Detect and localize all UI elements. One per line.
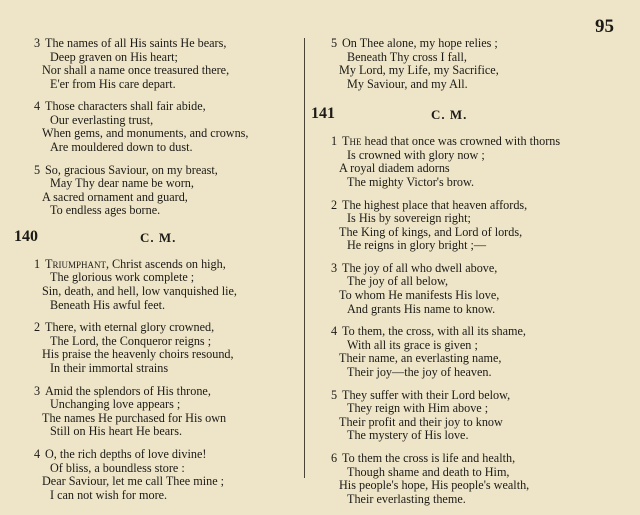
hymn-line: Nor shall a name once treasured there, bbox=[42, 63, 230, 78]
hymn-line: The names of all His saints He bears, bbox=[45, 36, 227, 50]
hymn-line: Dear Saviour, let me call Thee mine ; bbox=[42, 474, 225, 489]
hymn-line: There, with eternal glory crowned, bbox=[45, 320, 215, 335]
hymn-line: Their everlasting theme. bbox=[347, 491, 466, 506]
hymn-line: His praise the heavenly choirs resound, bbox=[42, 347, 234, 362]
hymn-line: Amid the splendors of His throne, bbox=[45, 383, 211, 398]
hymn-line: head that once was crowned with thorns bbox=[361, 134, 561, 149]
hymn-line: To whom He manifests His love, bbox=[339, 288, 500, 303]
hymn-line: Sin, death, and hell, low vanquished lie, bbox=[42, 284, 237, 299]
first-word: Triumphant, bbox=[45, 256, 109, 271]
hymn-line: Is His by sovereign right; bbox=[347, 211, 471, 226]
stanza-number: 3 bbox=[34, 383, 41, 398]
hymn-line: His people's hope, His people's wealth, bbox=[339, 478, 530, 493]
hymn-meter: C. M. bbox=[431, 107, 468, 123]
stanza bbox=[311, 199, 631, 253]
hymn-line: Christ ascends on high, bbox=[109, 256, 226, 271]
hymn-line: My Saviour, and my All. bbox=[347, 76, 468, 91]
hymn-line: To endless ages borne. bbox=[50, 203, 161, 218]
hymn-140 bbox=[14, 258, 299, 502]
first-word: The bbox=[342, 134, 362, 149]
right-top-stanzas bbox=[311, 37, 631, 91]
hymn-line: Those characters shall fair abide, bbox=[45, 99, 206, 114]
hymn-line: A royal diadem adorns bbox=[339, 161, 450, 176]
hymn-line: The highest place that heaven affords, bbox=[342, 197, 528, 212]
hymn-line: Our everlasting trust, bbox=[50, 112, 154, 127]
stanza-number: 6 bbox=[331, 451, 338, 466]
stanza-number: 4 bbox=[34, 99, 41, 114]
hymn-line: They reign with Him above ; bbox=[347, 401, 489, 416]
hymn-line: A sacred ornament and guard, bbox=[42, 189, 188, 204]
hymn-line: E'er from His care depart. bbox=[50, 76, 176, 91]
hymn-line: The names He purchased for His own bbox=[42, 410, 227, 425]
stanza bbox=[14, 385, 299, 439]
stanza bbox=[14, 164, 299, 218]
hymn-line: Are mouldered down to dust. bbox=[50, 140, 193, 155]
stanza-number: 5 bbox=[331, 36, 338, 50]
hymn-line: Unchanging love appears ; bbox=[50, 397, 181, 412]
hymn-number: 140 bbox=[14, 227, 38, 245]
hymn-line: In their immortal strains bbox=[50, 360, 169, 375]
hymn-line: Deep graven on His heart; bbox=[50, 49, 178, 64]
stanza-number: 2 bbox=[331, 197, 338, 212]
left-column bbox=[14, 37, 299, 511]
hymn-line: The Lord, the Conqueror reigns ; bbox=[50, 333, 212, 348]
stanza bbox=[311, 262, 631, 316]
stanza-number: 1 bbox=[34, 256, 41, 271]
hymn-line: Their profit and their joy to know bbox=[339, 414, 503, 429]
stanza-number: 5 bbox=[34, 162, 41, 177]
stanza-number: 4 bbox=[34, 447, 41, 462]
hymn-header bbox=[14, 228, 299, 254]
hymn-line: To them, the cross, with all its shame, bbox=[342, 324, 526, 339]
stanza-number: 3 bbox=[34, 36, 41, 50]
hymn-line: So, gracious Saviour, on my breast, bbox=[45, 162, 218, 177]
hymn-line: The glorious work complete ; bbox=[50, 270, 195, 285]
hymn-line: Their name, an everlasting name, bbox=[339, 351, 502, 366]
hymn-line: Though shame and death to Him, bbox=[347, 464, 510, 479]
stanza bbox=[14, 321, 299, 375]
hymn-line: The joy of all who dwell above, bbox=[342, 260, 498, 275]
stanza bbox=[14, 448, 299, 502]
hymn-number: 141 bbox=[311, 105, 335, 123]
hymn-141 bbox=[311, 135, 631, 506]
column-divider bbox=[304, 38, 305, 478]
left-top-stanzas bbox=[14, 37, 299, 218]
stanza bbox=[311, 389, 631, 443]
stanza-number: 5 bbox=[331, 387, 338, 402]
hymn-line: To them the cross is life and health, bbox=[342, 451, 516, 466]
hymn-line: I can not wish for more. bbox=[50, 487, 168, 502]
page-number: 95 bbox=[595, 16, 614, 37]
stanza-number: 1 bbox=[331, 134, 338, 149]
hymn-line: Still on His heart He bears. bbox=[50, 424, 183, 439]
right-column bbox=[311, 37, 631, 515]
stanza bbox=[311, 135, 631, 189]
stanza bbox=[311, 37, 631, 91]
stanza-number: 2 bbox=[34, 320, 41, 335]
hymn-line: Beneath His awful feet. bbox=[50, 297, 166, 312]
hymn-line: The mystery of His love. bbox=[347, 428, 469, 443]
stanza-number: 4 bbox=[331, 324, 338, 339]
hymn-line: Is crowned with glory now ; bbox=[347, 147, 485, 162]
hymn-line: And grants His name to know. bbox=[347, 301, 496, 316]
stanza bbox=[14, 100, 299, 154]
hymn-line: With all its grace is given ; bbox=[347, 337, 478, 352]
stanza bbox=[14, 37, 299, 91]
hymn-line: Their joy—the joy of heaven. bbox=[347, 364, 492, 379]
hymn-meter: C. M. bbox=[140, 229, 177, 245]
stanza bbox=[14, 258, 299, 312]
hymn-line: When gems, and monuments, and crowns, bbox=[42, 126, 249, 141]
hymn-line: He reigns in glory bright ;— bbox=[347, 238, 487, 253]
hymn-line: The King of kings, and Lord of lords, bbox=[339, 224, 523, 239]
hymn-line: The joy of all below, bbox=[347, 274, 449, 289]
hymn-line: Of bliss, a boundless store : bbox=[50, 460, 185, 475]
hymn-line: Beneath Thy cross I fall, bbox=[347, 49, 467, 64]
hymn-line: My Lord, my Life, my Sacrifice, bbox=[339, 63, 499, 78]
hymn-line: The mighty Victor's brow. bbox=[347, 174, 475, 189]
hymn-line: On Thee alone, my hope relies ; bbox=[342, 36, 498, 50]
stanza bbox=[311, 325, 631, 379]
hymn-line: O, the rich depths of love divine! bbox=[45, 447, 207, 462]
stanza-number: 3 bbox=[331, 260, 338, 275]
hymn-line: May Thy dear name be worn, bbox=[50, 176, 194, 191]
hymn-line: They suffer with their Lord below, bbox=[342, 387, 511, 402]
hymn-header bbox=[311, 105, 631, 131]
stanza bbox=[311, 452, 631, 506]
